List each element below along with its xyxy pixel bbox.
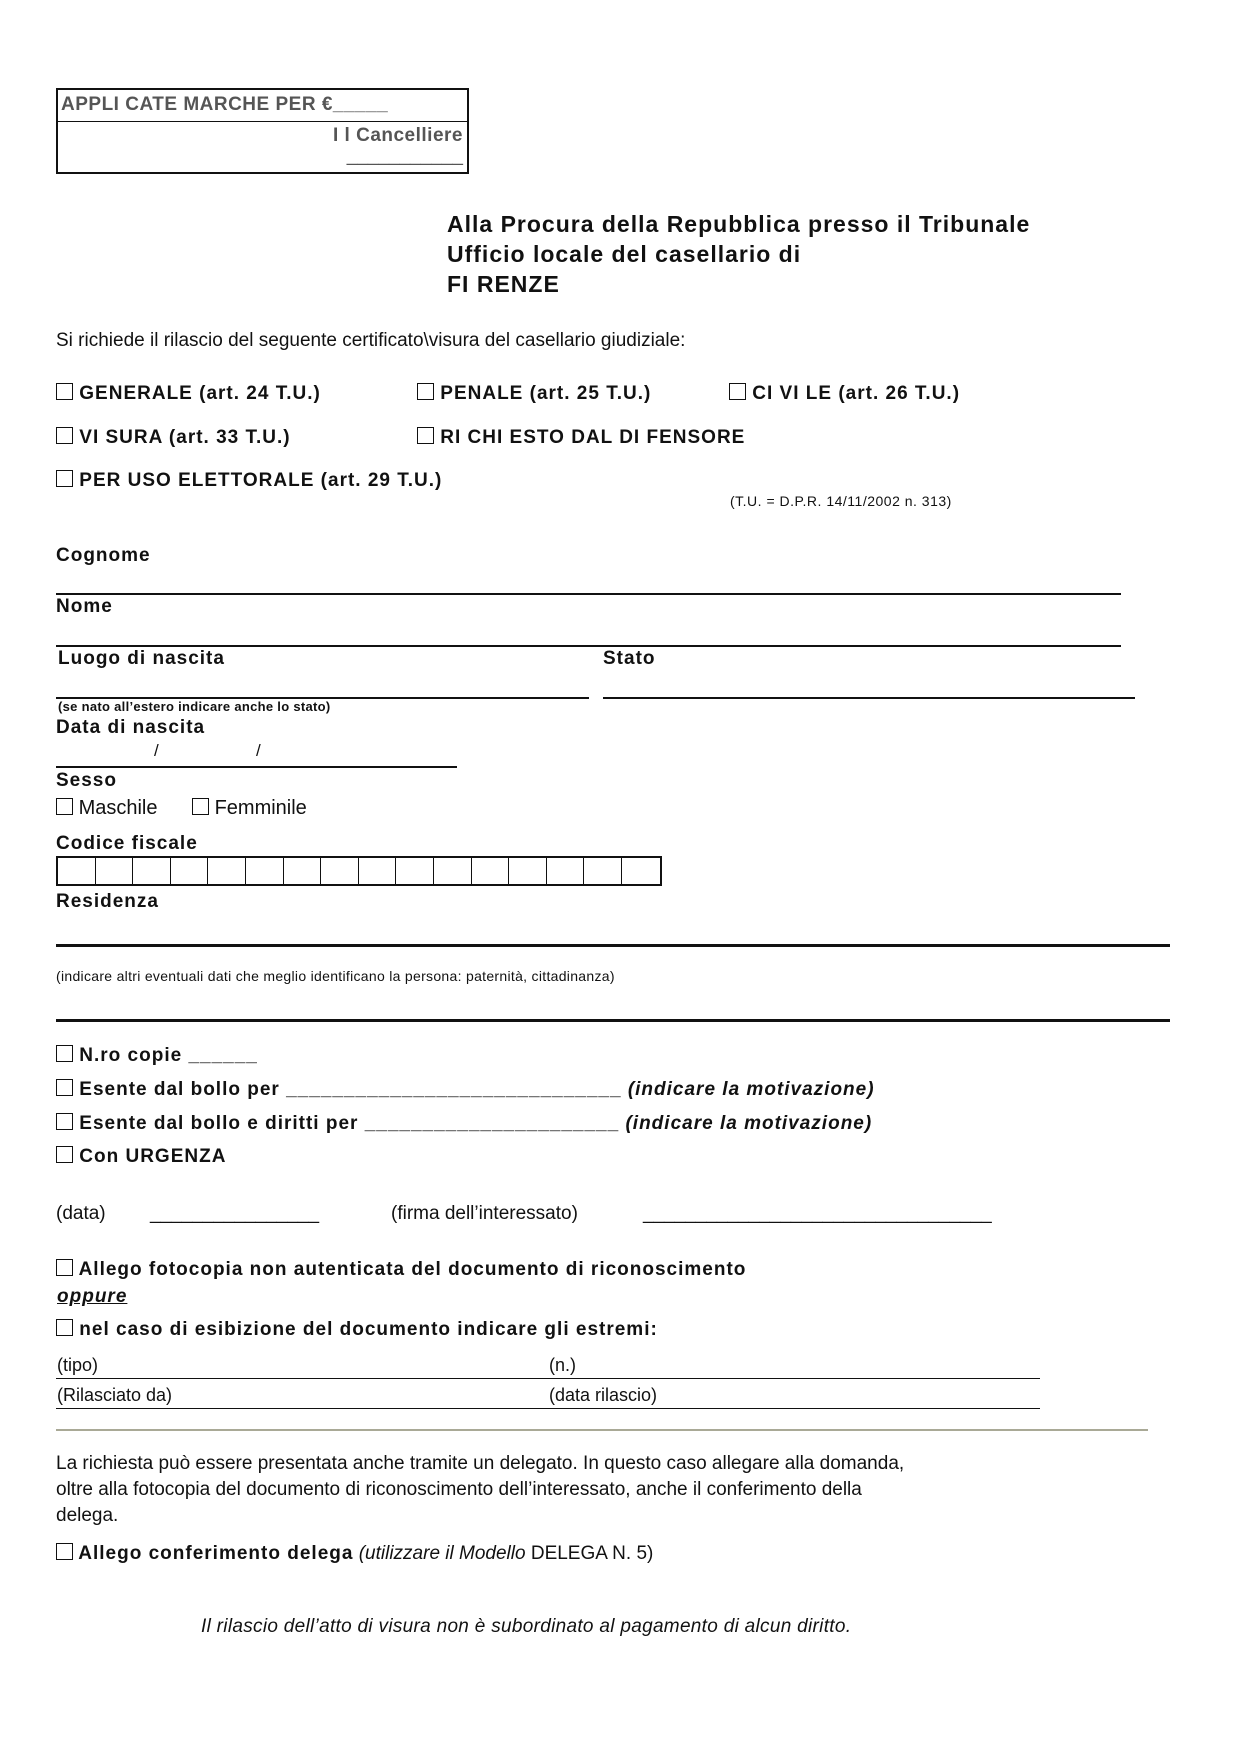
allego-label: Allego fotocopia non autenticata del documento di riconoscimento [78,1259,747,1280]
rilascio-field[interactable] [56,1408,1040,1409]
option-esibizione[interactable] [56,1319,658,1341]
data-nascita-field[interactable] [56,766,457,768]
checkbox[interactable] [729,383,746,400]
cf-cell[interactable] [434,858,472,884]
checkbox[interactable] [56,1146,73,1163]
option-allego-delega[interactable] [56,1543,653,1565]
checkbox[interactable] [56,1045,73,1062]
option-visura[interactable] [56,427,291,449]
cf-cell[interactable] [509,858,547,884]
recipient-line-2: Ufficio locale del casellario di [447,241,802,267]
option-difensore-label: RI CHI ESTO DAL DI FENSORE [440,427,746,448]
cf-cell[interactable] [133,858,171,884]
option-elettorale-label: PER USO ELETTORALE (art. 29 T.U.) [79,470,443,491]
delega-hint-open: ( [358,1543,366,1564]
delega-hint: utilizzare il Modello [365,1543,526,1564]
cf-cell[interactable] [284,858,322,884]
estero-note: (se nato all’estero indicare anche lo stato) [58,699,331,714]
stato-field[interactable] [603,697,1135,699]
tipo-numero-field[interactable] [56,1378,1040,1379]
tu-note: (T.U. = D.P.R. 14/11/2002 n. 313) [730,493,952,509]
cf-cell[interactable] [58,858,96,884]
option-femminile[interactable] [192,797,307,820]
option-maschile[interactable] [56,797,157,820]
tipo-label: (tipo) [57,1355,99,1375]
checkbox[interactable] [192,798,209,815]
copie-label: N.ro copie ______ [79,1045,258,1066]
recipient-line-1: Alla Procura della Repubblica presso il Tribunale [447,211,1031,237]
rilasciato-label: (Rilasciato da) [57,1385,173,1405]
footer-note: Il rilascio dell’atto di visura non è subordinato al pagamento di alcun diritto. [201,1616,852,1637]
residenza-label: Residenza [56,891,159,912]
option-generale-label: GENERALE (art. 24 T.U.) [79,383,321,404]
delega-text-line: La richiesta può essere presentata anche tramite un delegato. In questo caso allegare alla domanda, [56,1453,905,1474]
option-visura-label: VI SURA (art. 33 T.U.) [79,427,291,448]
option-urgenza[interactable] [56,1146,226,1168]
nome-field[interactable] [56,645,1121,647]
cognome-label: Cognome [56,545,151,566]
checkbox[interactable] [56,798,73,815]
recipient-line-3: FI RENZE [447,271,560,297]
codice-fiscale-grid[interactable] [56,856,662,886]
luogo-label: Luogo di nascita [58,648,225,669]
cf-cell[interactable] [622,858,660,884]
stamp-box [56,88,469,174]
firma-field[interactable]: _________________________________ [643,1203,992,1224]
firma-label: (firma dell’interessato) [391,1203,578,1224]
stato-label: Stato [603,648,656,669]
cf-cell[interactable] [246,858,284,884]
residenza-field[interactable] [56,944,1170,947]
cf-cell[interactable] [584,858,622,884]
femminile-label: Femminile [214,797,307,819]
altri-dati-note: (indicare altri eventuali dati che meglio identificano la persona: paternità, cittadinanza) [56,968,615,984]
numero-label: (n.) [549,1355,576,1375]
data-label: (data) [56,1203,106,1224]
codice-fiscale-label: Codice fiscale [56,833,198,854]
cf-cell[interactable] [208,858,246,884]
option-civile-label: CI VI LE (art. 26 T.U.) [752,383,961,404]
option-penale[interactable] [417,383,651,405]
cf-cell[interactable] [96,858,134,884]
recipient-address [447,209,1030,299]
option-difensore[interactable] [417,427,745,449]
delega-text-line: oltre alla fotocopia del documento di riconoscimento dell’interessato, anche il conferimento della [56,1479,862,1500]
bollo-diritti-label: Esente dal bollo e diritti per ______________________ [79,1113,626,1134]
cognome-field[interactable] [56,593,1121,595]
checkbox[interactable] [56,1259,73,1276]
sesso-label: Sesso [56,770,117,791]
option-esente-bollo-diritti[interactable] [56,1113,872,1135]
option-esente-bollo[interactable] [56,1079,875,1101]
stamp-row [58,90,467,122]
nome-label: Nome [56,596,113,617]
checkbox[interactable] [56,383,73,400]
cf-cell[interactable] [396,858,434,884]
bollo-diritti-hint: (indicare la motivazione) [625,1113,873,1134]
option-generale[interactable] [56,383,321,405]
data-rilascio-label: (data rilascio) [549,1385,658,1405]
cf-cell[interactable] [472,858,510,884]
option-penale-label: PENALE (art. 25 T.U.) [440,383,652,404]
bollo-hint: (indicare la motivazione) [627,1079,875,1100]
checkbox[interactable] [56,427,73,444]
cf-cell[interactable] [359,858,397,884]
data-field[interactable]: ________________ [150,1203,320,1224]
checkbox[interactable] [417,427,434,444]
cancelliere-label: I l Cancelliere [332,125,463,146]
option-civile[interactable] [729,383,960,405]
date-slash: / [256,741,261,760]
section-divider [56,1429,1148,1431]
allego-delega-label: Allego conferimento delega [78,1543,354,1564]
option-allego-fotocopia[interactable] [56,1259,746,1281]
oppure-label: oppure [57,1286,128,1307]
option-elettorale[interactable] [56,470,442,492]
delega-modello: DELEGA N. 5) [530,1543,654,1564]
date-slash: / [154,741,159,760]
delega-text-line: delega. [56,1505,119,1526]
checkbox[interactable] [56,1319,73,1336]
cf-cell[interactable] [547,858,585,884]
checkbox[interactable] [56,470,73,487]
cf-cell[interactable] [321,858,359,884]
option-copie[interactable] [56,1045,258,1067]
data-nascita-label: Data di nascita [56,717,206,738]
maschile-label: Maschile [78,797,158,819]
esibizione-label: nel caso di esibizione del documento indicare gli estremi: [79,1319,658,1340]
altri-dati-field[interactable] [56,1019,1170,1022]
bollo-label: Esente dal bollo per _____________________________ [79,1079,628,1100]
cancelliere-signature-line: ___________ [346,145,463,166]
checkbox[interactable] [56,1113,73,1130]
urgenza-label: Con URGENZA [79,1146,227,1167]
request-intro: Si richiede il rilascio del seguente certificato\visura del casellario giudiziale: [56,330,686,351]
marche-label: APPLI CATE MARCHE PER €_____ [61,94,389,115]
checkbox[interactable] [417,383,434,400]
cf-cell[interactable] [171,858,209,884]
delega-text [56,1451,904,1529]
checkbox[interactable] [56,1079,73,1096]
checkbox[interactable] [56,1543,73,1560]
